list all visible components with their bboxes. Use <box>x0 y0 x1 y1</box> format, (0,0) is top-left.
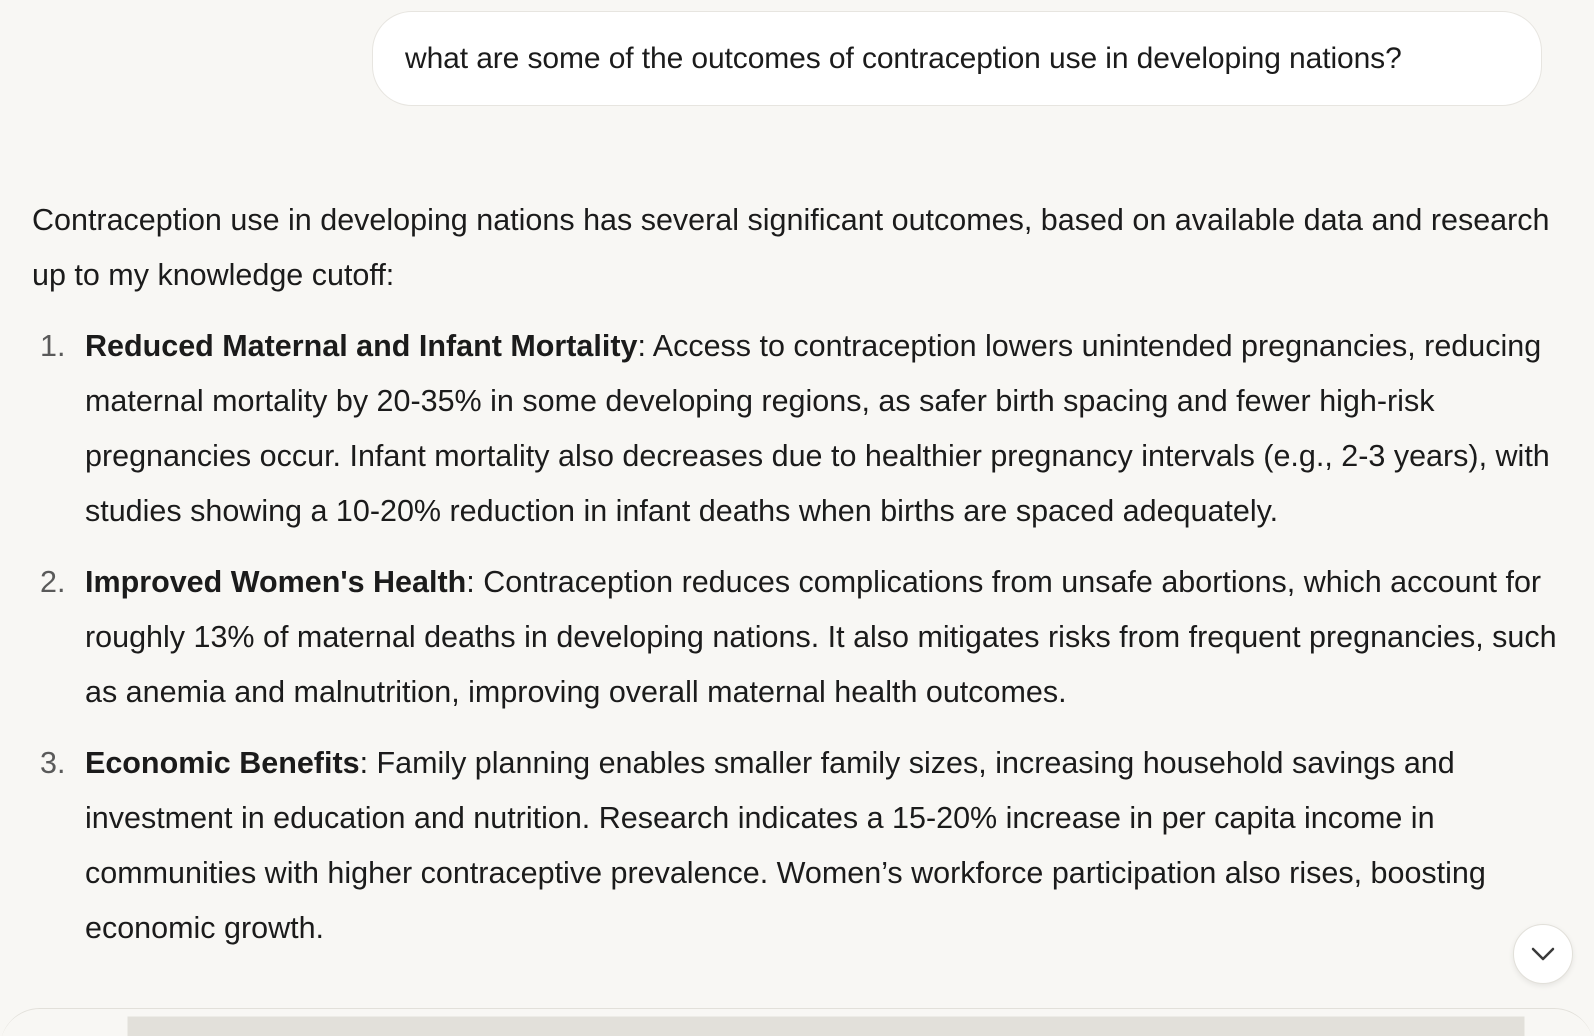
list-item-number: 2. <box>40 565 66 599</box>
chevron-down-icon <box>1530 946 1556 962</box>
list-item-number: 1. <box>40 329 66 363</box>
user-message-bubble <box>372 11 1542 106</box>
list-item-heading: Economic Benefits <box>85 746 360 780</box>
assistant-response <box>32 193 1562 972</box>
list-item-number: 3. <box>40 746 66 780</box>
outcomes-list <box>32 319 1562 956</box>
list-item-heading: Improved Women's Health <box>85 565 467 599</box>
list-item-heading: Reduced Maternal and Infant Mortality <box>85 329 638 363</box>
list-item <box>32 555 1562 720</box>
response-intro: Contraception use in developing nations has several significant outcomes, based on available data and research up to my knowledge cutoff: <box>32 203 1550 292</box>
list-item-text: : Access to contraception lowers unintended pregnancies, reducing maternal mortality by 20-35% in some developing regions, as safer birth spacing and fewer high-risk pregnancies occur. Infant mortality also decreases due to healthier pregnancy intervals (e.g., 2-3 years), with studies showing a 10-20% reduction in infant deaths when births are spaced adequately. <box>85 329 1550 528</box>
list-item-text: : Contraception reduces complications from unsafe abortions, which account for roughly 13% of maternal deaths in developing nations. It also mitigates risks from frequent pregnancies, such as anemia and malnutrition, improving overall maternal health outcomes. <box>85 565 1557 709</box>
list-item <box>32 736 1562 956</box>
list-item-text: : Family planning enables smaller family sizes, increasing household savings and investment in education and nutrition. Research indicates a 15-20% increase in per capita income in communities with higher contraceptive prevalence. Women’s workforce participation also rises, boosting economic growth. <box>85 746 1486 945</box>
message-composer[interactable] <box>0 1008 1594 1036</box>
scroll-to-bottom-button[interactable] <box>1513 924 1573 984</box>
user-message-text: what are some of the outcomes of contraception use in developing nations? <box>405 41 1402 75</box>
list-item <box>32 319 1562 539</box>
